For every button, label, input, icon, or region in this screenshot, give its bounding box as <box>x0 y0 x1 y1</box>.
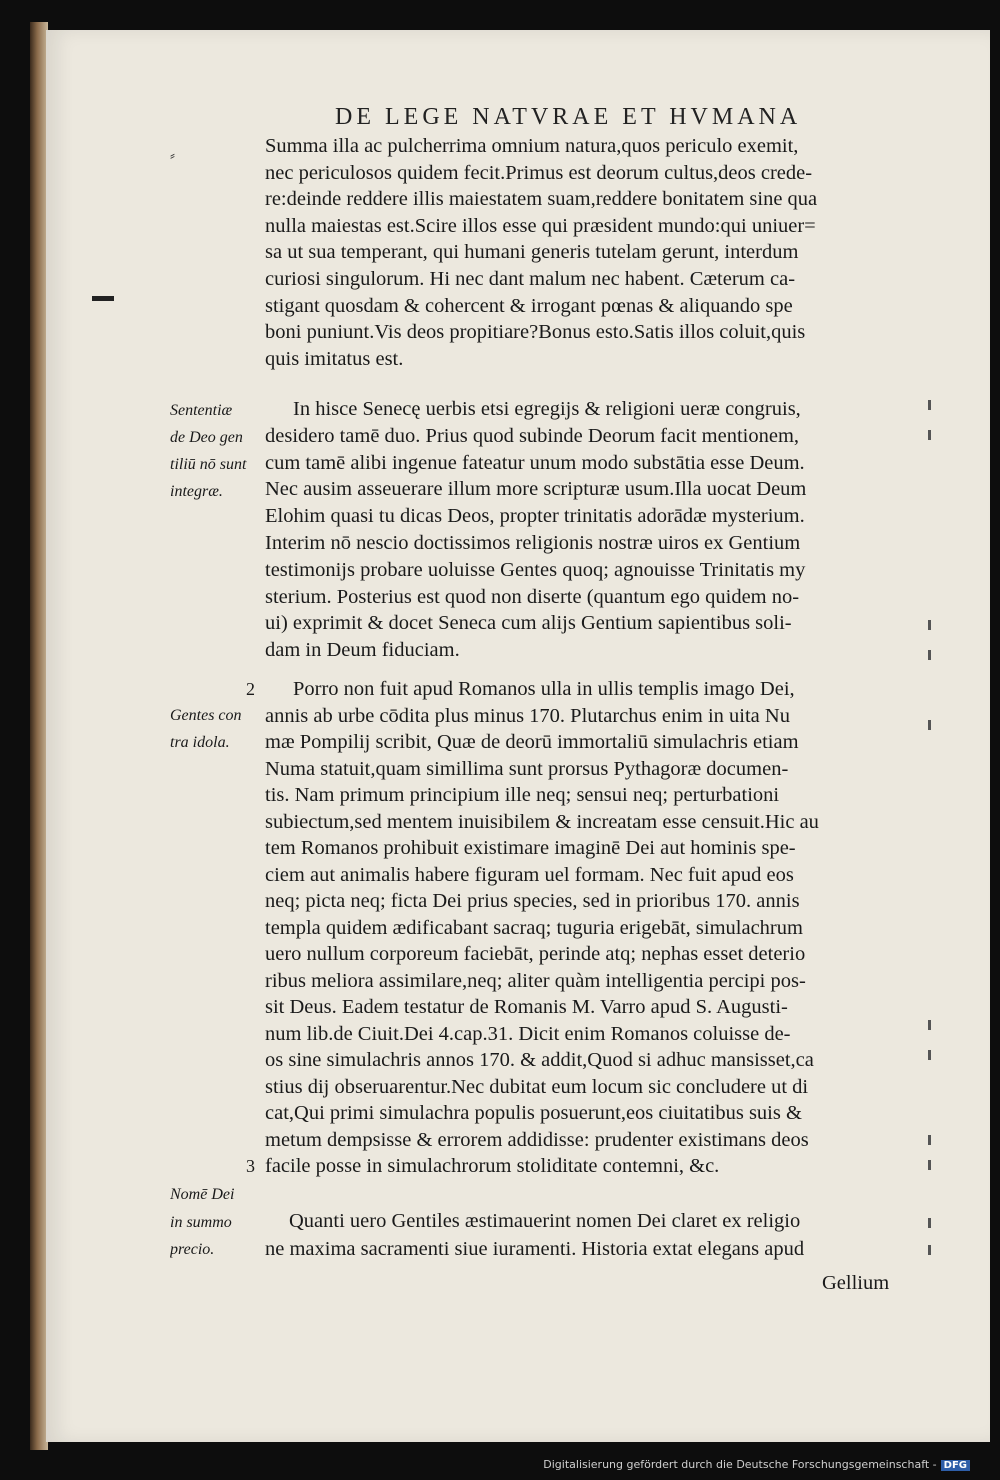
text-line: subiectum,sed mentem inuisibilem & increatam esse censuit.Hic au <box>265 810 819 833</box>
text-line: num lib.de Ciuit.Dei 4.cap.31. Dicit enim Romanos coluisse de- <box>265 1022 791 1045</box>
text-line: ciem aut animalis habere figuram uel formam. Nec fuit apud eos <box>265 863 794 886</box>
section-number: 3 <box>246 1156 255 1176</box>
text-line: curiosi singulorum. Hi nec dant malum nec habent. Cæterum ca- <box>265 268 796 290</box>
text-line: sterium. Posterius est quod non diserte (quantum ego quidem no- <box>265 585 800 608</box>
text-line: dam in Deum fiduciam. <box>265 639 460 662</box>
text-line: os sine simulachris annos 170. & addit,Quod si adhuc mansisset,ca <box>265 1049 814 1071</box>
margin-note: precio. <box>170 1241 215 1258</box>
margin-note: in summo <box>170 1214 232 1231</box>
text-line: facile posse in simulachrorum stoliditate contemni, &c. <box>265 1155 720 1177</box>
text-line: ui) exprimit & docet Seneca cum alijs Gentium sapientibus soli- <box>265 612 792 635</box>
text-line: stius dij obseruarentur.Nec dubitat eum locum sic concludere ut di <box>265 1075 809 1098</box>
text-line: stigant quosdam & cohercent & irrogant pœnas & aliquando spe <box>265 294 793 317</box>
text-line: tem Romanos prohibuit existimare imaginē Dei aut hominis spe- <box>265 837 796 859</box>
text-line: annis ab urbe cōdita plus minus 170. Plutarchus enim in uita Nu <box>265 704 790 727</box>
text-line: Interim nō nescio doctissimos religionis nostræ uiros ex Gentium <box>265 532 801 554</box>
text-line: Quanti uero Gentiles æstimauerint nomen Dei claret ex religio <box>289 1210 801 1232</box>
footer-text: Digitalisierung gefördert durch die Deutsche Forschungsgemeinschaft - <box>543 1458 937 1471</box>
text-line: re:deinde reddere illis maiestatem suam,reddere bonitatem sine qua <box>265 188 818 211</box>
text-line: desidero tamē duo. Prius quod subinde Deorum facit mentionem, <box>265 424 800 447</box>
text-line: metum dempsisse & errorem addidisse: prudenter existimans deos <box>265 1128 809 1151</box>
text-line: sit Deus. Eadem testatur de Romanis M. Varro apud S. Augusti- <box>265 996 788 1018</box>
text-line: mæ Pompilij scribit, Quæ de deorū immortaliū simulachris etiam <box>265 731 799 753</box>
text-line: templa quidem ædificabant sacraq; tuguria erigebāt, simulachrum <box>265 916 803 939</box>
text-line: testimonijs probare uoluisse Gentes quoq; agnouisse Trinitatis my <box>265 558 806 581</box>
text-line: Porro non fuit apud Romanos ulla in ullis templis imago Dei, <box>293 678 795 700</box>
text-line: nulla maiestas est.Scire illos esse qui præsident mundo:qui uniuer= <box>265 214 816 237</box>
margin-dash <box>92 296 114 301</box>
text-line: Elohim quasi tu dicas Deos, propter trinitatis adorādæ mysterium. <box>265 505 805 528</box>
text-line: Numa statuit,quam simillima sunt prorsus Pythagoræ documen- <box>265 757 789 780</box>
footer-credit <box>543 1458 970 1471</box>
text-line: Nec ausim asseuerare illum more scripturæ usum.Illa uocat Deum <box>265 478 807 501</box>
text-line: nec periculosos quidem fecit.Primus est deorum cultus,deos crede- <box>265 161 813 184</box>
text-line: Summa illa ac pulcherrima omnium natura,quos periculo exemit, <box>265 135 799 157</box>
margin-mark: ⸗ <box>170 148 175 164</box>
running-header: DE LEGE NATVRAE ET HVMANA <box>335 104 802 130</box>
margin-note: Gentes con <box>170 707 242 724</box>
text-line: cat,Qui primi simulachra populis posuerunt,eos ciuitatibus suis & <box>265 1102 802 1124</box>
margin-note: tra idola. <box>170 734 230 751</box>
text-line: uero nullum corporeum faciebāt, perinde atq; nephas esset deterio <box>265 943 806 965</box>
margin-note: Nomē Dei <box>170 1186 235 1203</box>
text-line: ribus meliora assimilare,neq; aliter quàm intelligentia percipi pos- <box>265 969 806 992</box>
text-line: tis. Nam primum principium ille neq; sensui neq; perturbationi <box>265 784 780 806</box>
text-line: sa ut sua temperant, qui humani generis tutelam gerunt, interdum <box>265 241 799 264</box>
text-line: boni puniunt.Vis deos propitiare?Bonus esto.Satis illos coluit,quis <box>265 321 806 344</box>
dfg-logo: DFG <box>941 1460 970 1471</box>
text-line: ne maxima sacramenti siue iuramenti. Historia extat elegans apud <box>265 1238 805 1260</box>
catchword: Gellium <box>822 1272 890 1294</box>
section-number: 2 <box>246 679 255 699</box>
margin-note: de Deo gen <box>170 429 243 446</box>
text-line: In hisce Senecę uerbis etsi egregijs & religioni ueræ congruis, <box>293 398 801 420</box>
text-line: neq; picta neq; ficta Dei prius species, sed in prioribus 170. annis <box>265 890 800 912</box>
text-line: cum tamē alibi ingenue fateatur unum modo substātia esse Deum. <box>265 451 805 474</box>
margin-note: integræ. <box>170 483 223 500</box>
margin-note: Sententiæ <box>170 402 233 419</box>
text-line: quis imitatus est. <box>265 347 404 370</box>
margin-note: tiliū nō sunt <box>170 456 247 473</box>
